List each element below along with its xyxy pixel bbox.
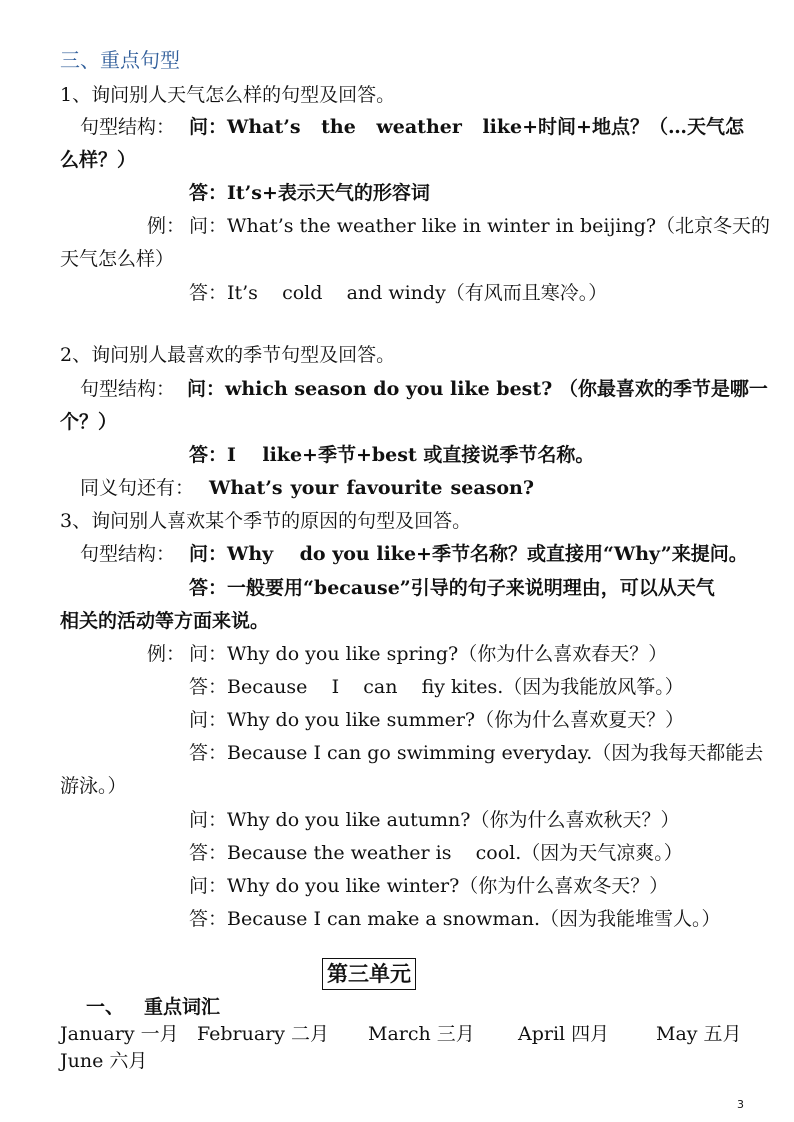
pattern1-struct-answer: 答：It’s+表示天气的形容词 bbox=[189, 182, 430, 204]
example-line: 答：Because I can fiy kites.（因为我能放风筝。） bbox=[189, 676, 684, 698]
pattern2-struct-question-cont: 个？） bbox=[60, 411, 118, 433]
word: season? bbox=[450, 477, 534, 499]
word: like+时间+地点？（…天气怎 bbox=[482, 116, 744, 138]
pattern1-example-question: 问：What’s the weather like in winter in beijing?（北京冬天的 bbox=[189, 215, 771, 237]
word: weather bbox=[376, 116, 462, 138]
pattern3-struct-answer: 答：一般要用“because”引导的句子来说明理由，可以从天气 bbox=[189, 577, 715, 599]
pattern2-struct-answer: 答：I like+季节+best 或直接说季节名称。 bbox=[189, 444, 595, 466]
pattern3-struct-label: 句型结构： bbox=[80, 543, 176, 565]
example-line: 问：Why do you like spring?（你为什么喜欢春天？） bbox=[189, 643, 668, 665]
vocab-heading: 重点词汇 bbox=[144, 996, 221, 1018]
vocab-item: May 五月 bbox=[656, 1023, 742, 1045]
vocab-item: February 二月 bbox=[197, 1023, 330, 1045]
example-line: 游泳。） bbox=[60, 775, 127, 797]
pattern3-struct-answer-cont: 相关的活动等方面来说。 bbox=[60, 610, 270, 632]
word: your bbox=[290, 477, 339, 499]
vocab-item: June 六月 bbox=[60, 1050, 148, 1072]
word: the bbox=[321, 116, 356, 138]
pattern2-synonym-sentence bbox=[209, 475, 534, 501]
pattern3-title: 3、询问别人喜欢某个季节的原因的句型及回答。 bbox=[60, 510, 472, 532]
example-line: 问：Why do you like autumn?（你为什么喜欢秋天？） bbox=[189, 809, 680, 831]
word: favourite bbox=[346, 477, 443, 499]
pattern1-struct-question bbox=[189, 114, 744, 140]
pattern1-example-label: 例： bbox=[147, 215, 186, 237]
word: 问：What’s bbox=[189, 116, 301, 138]
page-number: 3 bbox=[737, 1098, 744, 1111]
example-line: 答：Because I can go swimming everyday.（因为我每天都能去 bbox=[189, 742, 764, 764]
vocab-item: April 四月 bbox=[518, 1023, 610, 1045]
pattern2-struct-question: 问：which season do you like best? （你最喜欢的季节是哪一 bbox=[187, 378, 768, 400]
vocab-item: March 三月 bbox=[368, 1023, 475, 1045]
pattern1-struct-question-cont: 么样？） bbox=[60, 149, 137, 171]
word: What’s bbox=[209, 477, 283, 499]
pattern2-struct-label: 句型结构： bbox=[80, 378, 176, 400]
unit-title: 第三单元 bbox=[322, 958, 416, 990]
pattern2-title: 2、询问别人最喜欢的季节句型及回答。 bbox=[60, 344, 396, 366]
pattern1-example-answer: 答：It’s cold and windy（有风而且寒冷。） bbox=[189, 282, 608, 304]
pattern1-struct-label: 句型结构： bbox=[80, 116, 176, 138]
pattern2-synonym-label: 同义句还有： bbox=[80, 477, 195, 499]
pattern1-example-question-cont: 天气怎么样） bbox=[60, 248, 175, 270]
pattern3-struct-question: 问：Why do you like+季节名称？或直接用“Why”来提问。 bbox=[189, 543, 748, 565]
pattern1-title: 1、询问别人天气怎么样的句型及回答。 bbox=[60, 84, 396, 106]
pattern3-example-label: 例： bbox=[147, 643, 186, 665]
example-line: 答：Because I can make a snowman.（因为我能堆雪人。） bbox=[189, 908, 721, 930]
example-line: 问：Why do you like summer?（你为什么喜欢夏天？） bbox=[189, 709, 685, 731]
vocab-heading-number: 一、 bbox=[86, 996, 125, 1018]
example-line: 答：Because the weather is cool.（因为天气凉爽。） bbox=[189, 842, 683, 864]
section-heading: 三、重点句型 bbox=[60, 48, 180, 72]
vocab-item: January 一月 bbox=[60, 1023, 179, 1045]
example-line: 问：Why do you like winter?（你为什么喜欢冬天？） bbox=[189, 875, 669, 897]
